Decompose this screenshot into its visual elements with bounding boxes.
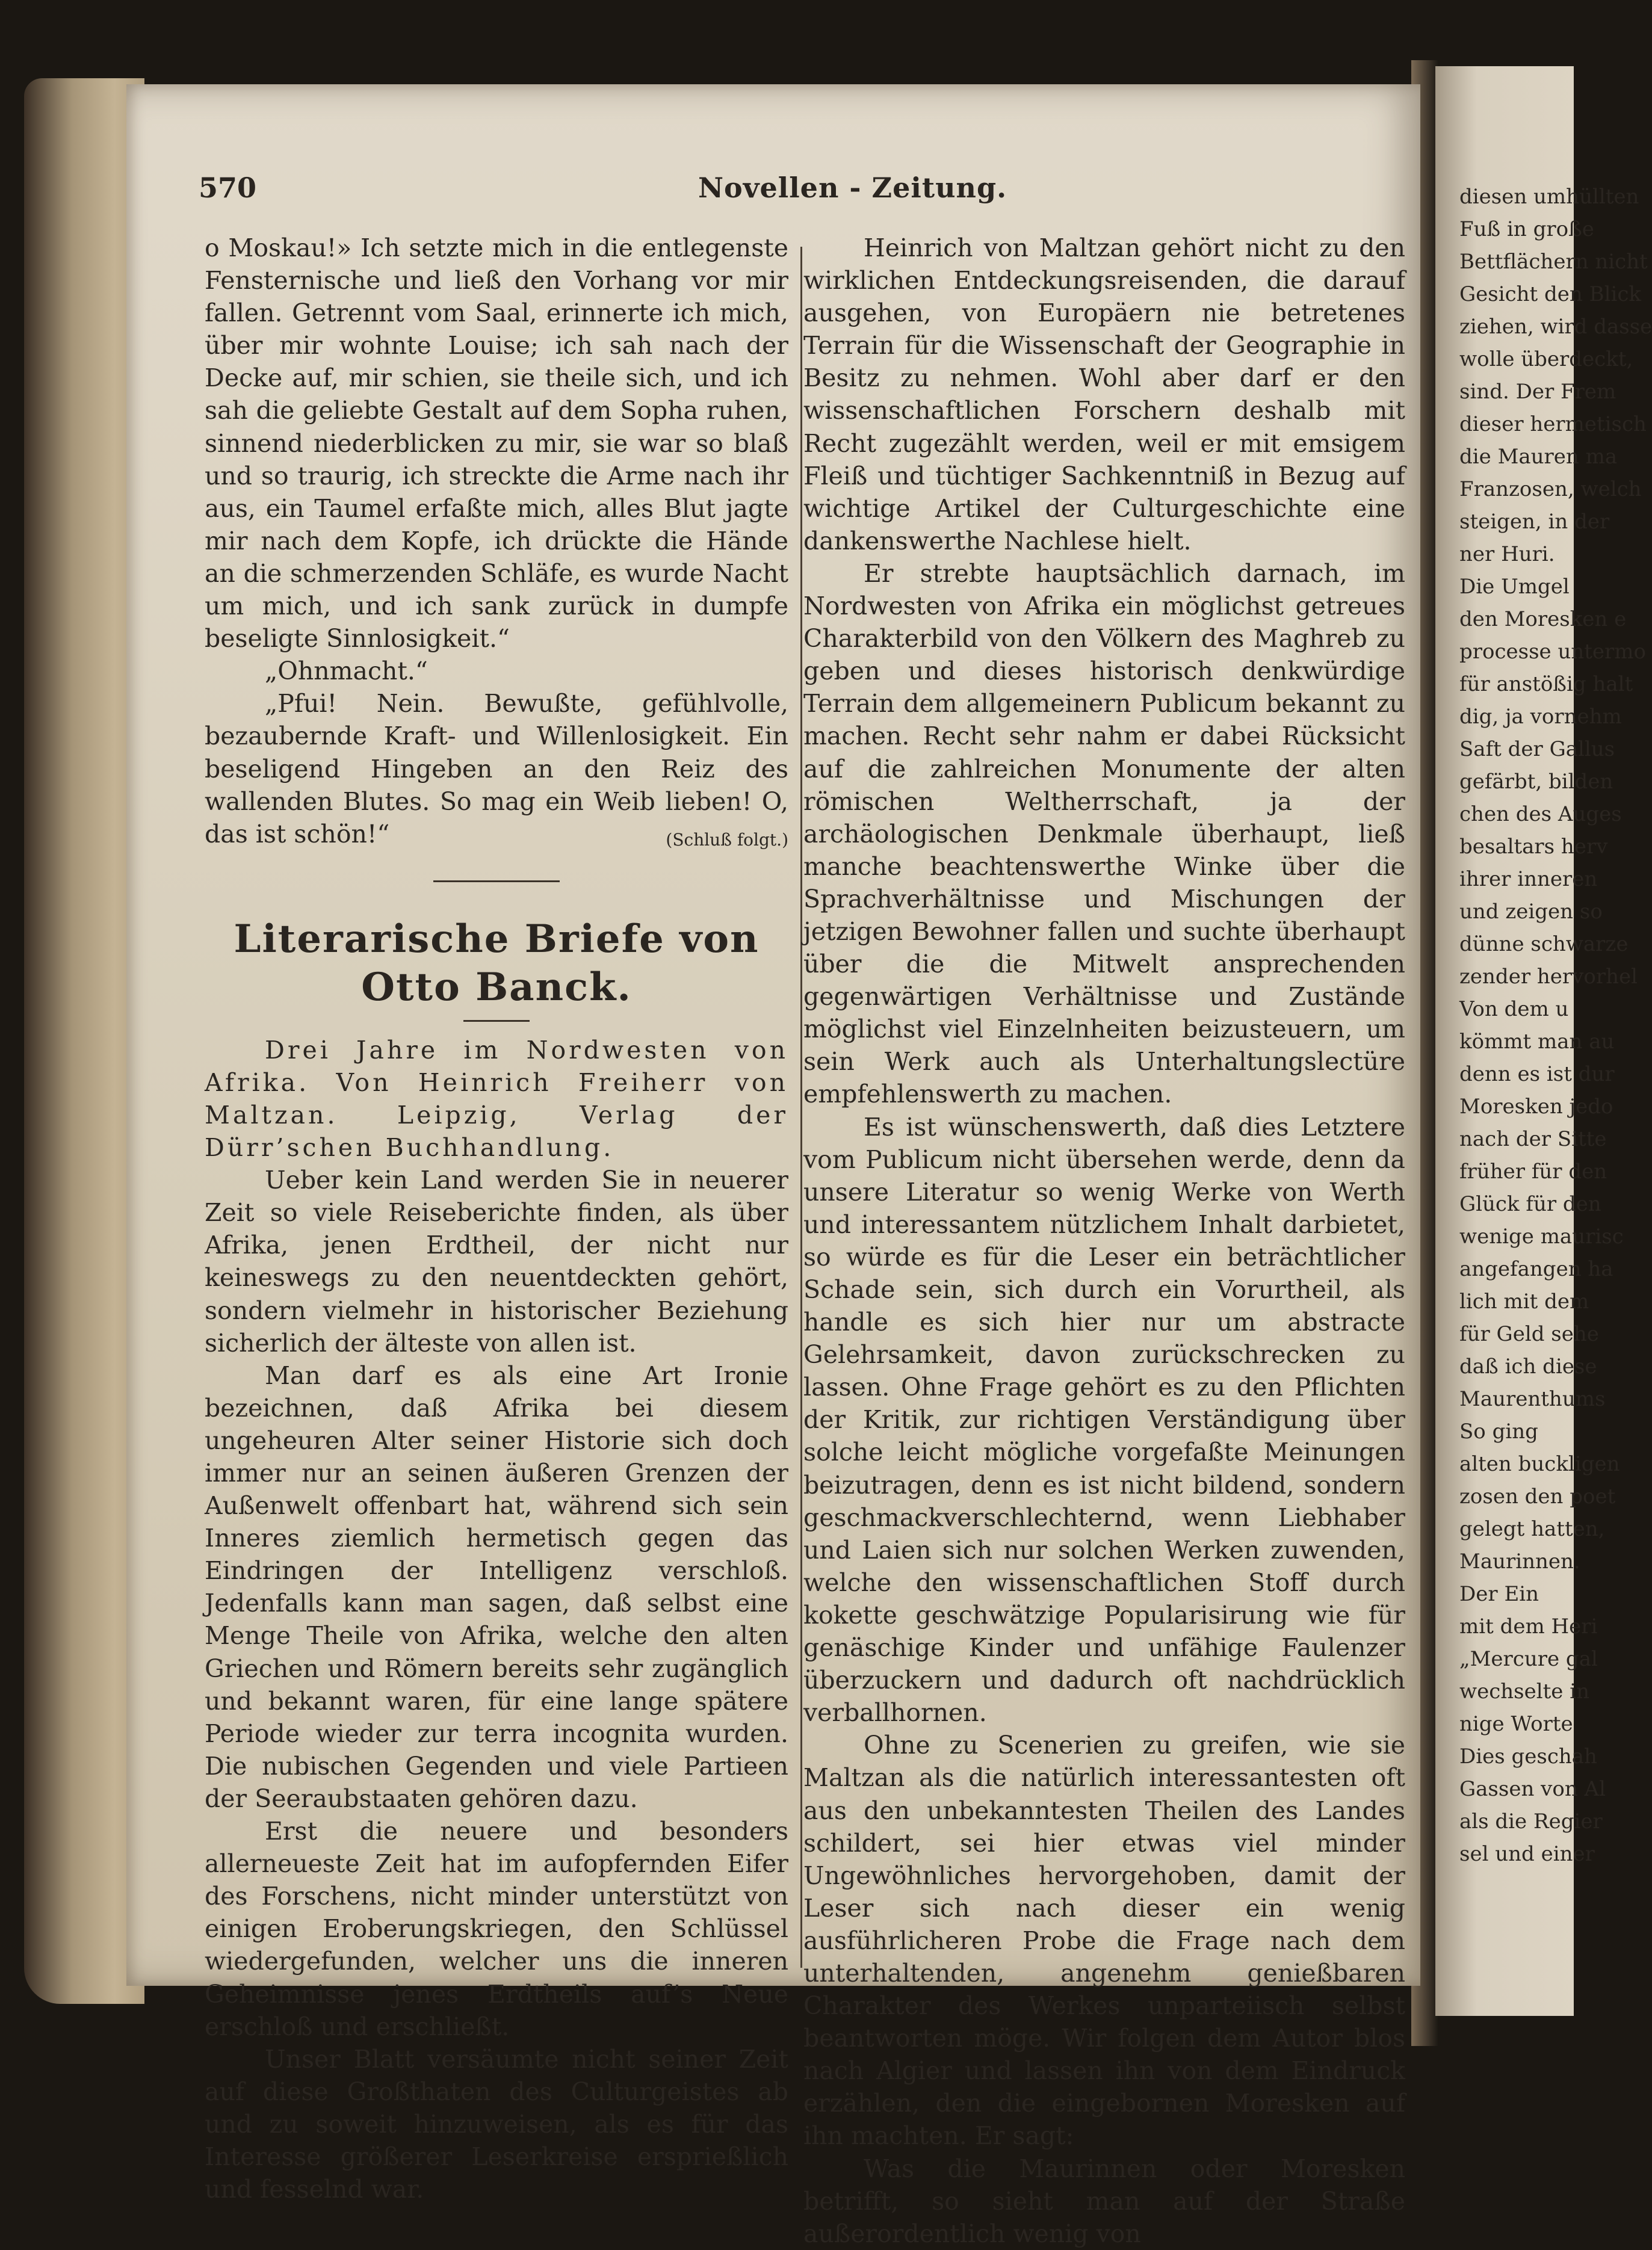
story-paragraph: o Moskau!» Ich setzte mich in die entlegenste Fensternische und ließ den Vorhang vor mir fallen. Getrennt vom Saal, erinnerte ich mich, über mir wohnte Louise; ich sah nach der Decke auf, mir schien, sie theile sich, und ich sah die geliebte Gestalt auf dem Sopha ruhen, sinnend niederblicken zu mir, sie war so blaß und so traurig, ich streckte die Arme nach ihr aus, ein Taumel erfaßte mich, alles Blut jagte mir nach dem Kopfe, ich drückte die Hände an die schmerzenden Schläfe, es wurde Nacht um mich, und ich sank zurück in dumpfe beseligte Sinnlosigkeit.“ <box>205 233 788 654</box>
facing-line: wenige maurisc <box>1459 1225 1624 1249</box>
facing-line: Saft der Gallus <box>1459 737 1615 761</box>
title-rule <box>463 1020 530 1022</box>
article-paragraph: Was die Maurinnen oder Moresken betrifft, so sieht man auf der Straße außerordentlich wenig von <box>803 2154 1405 2248</box>
facing-line: „Mercure gal <box>1459 1647 1598 1671</box>
facing-line: Die Umgel <box>1459 575 1570 599</box>
facing-line: die Mauren ma <box>1459 445 1618 469</box>
facing-line: ner Huri. <box>1459 542 1555 566</box>
facing-page <box>1435 66 1652 2016</box>
facing-line: gelegt hatten, <box>1459 1517 1605 1541</box>
facing-line: Dies geschah <box>1459 1745 1597 1769</box>
facing-line: den Moresken e <box>1459 607 1627 631</box>
facing-line: Von dem u <box>1459 997 1569 1021</box>
story-paragraph: „Ohnmacht.“ <box>265 657 428 686</box>
facing-line: zosen den poet <box>1459 1485 1616 1509</box>
left-column <box>205 232 788 2205</box>
facing-line: daß ich diese <box>1459 1355 1597 1379</box>
facing-line: dig, ja vornehm <box>1459 705 1622 729</box>
facing-line: kömmt man au <box>1459 1030 1615 1054</box>
facing-line: lich mit dem <box>1459 1290 1589 1314</box>
facing-line: alten buckligen <box>1459 1452 1620 1476</box>
article-paragraph: Ohne zu Scenerien zu greifen, wie sie Maltzan als die natürlich interessantesten oft aus den unbekanntesten Theilen des Landes schildert, sei hier etwas viel minder Ungewöhnliches hervorgehoben, damit der Leser sich nach dieser ein wenig ausführlicheren Probe die Frage nach dem unterhaltenden, angenehm genießbaren Charakter des Werkes unparteiisch selbst beantworten möge. Wir folgen dem Autor blos nach Algier und lassen ihn von dem Eindruck erzählen, den die eingebornen Moresken auf ihn machten. Er sagt: <box>803 1731 1405 2151</box>
facing-line: Fuß in große <box>1459 217 1594 241</box>
facing-line: dünne schwarze <box>1459 932 1629 956</box>
article-paragraph: Heinrich von Maltzan gehört nicht zu den wirklichen Entdeckungsreisenden, die darauf ausgehen, von Europäern nie betretenes Terrain für die Wissenschaft der Geographie in Besitz zu nehmen. Wohl aber darf er den wissenschaftlichen Forschern deshalb mit Recht zugezählt werden, weil er mit emsigem Fleiß und tüchtiger Sachkenntniß in Bezug auf wichtige Artikel der Culturgeschichte eine dankenswerthe Nachlese hielt. <box>803 233 1405 555</box>
running-head: Novellen - Zeitung. <box>698 172 1007 204</box>
article-paragraph: Unser Blatt versäumte nicht seiner Zeit auf diese Großthaten des Culturgeistes ab und zu soweit hinzuweisen, als es für das Interesse größerer Leserkreise ersprießlich und fesselnd war. <box>205 2044 788 2204</box>
facing-line: So ging <box>1459 1420 1538 1444</box>
facing-line: Maurinnen. <box>1459 1550 1580 1574</box>
facing-line: ziehen, wird dasse <box>1459 315 1652 339</box>
facing-line: gefärbt, bilden <box>1459 770 1613 794</box>
review-heading: Drei Jahre im Nordwesten von Afrika. Von Heinrich Freiherr von Maltzan. Leipzig, Verlag der Dürr’schen Buchhandlung. <box>205 1035 788 1163</box>
facing-line: Gassen von Al <box>1459 1777 1606 1801</box>
facing-line: Maurenthums <box>1459 1387 1606 1411</box>
facing-line: chen des Auges <box>1459 802 1622 826</box>
facing-line: dieser hermetisch <box>1459 412 1647 436</box>
facing-line: wolle überdeckt, <box>1459 347 1633 371</box>
facing-line: Gesicht den Blick <box>1459 282 1641 306</box>
continued-note: (Schluß folgt.) <box>666 829 788 850</box>
section-title: Literarische Briefe von Otto Banck. <box>234 916 759 1010</box>
facing-line: ihrer inneren <box>1459 867 1598 891</box>
facing-line: und zeigen so <box>1459 900 1603 924</box>
facing-page-text <box>1459 181 1652 1870</box>
page-number: 570 <box>199 172 257 204</box>
facing-line: für anstößig halt <box>1459 672 1633 696</box>
article-paragraph: Es ist wünschenswerth, daß dies Letztere vom Publicum nicht übersehen werde, denn da unsere Literatur so wenig Werke von Werth und interessantem nützlichem Inhalt darbietet, so würde es für die Leser ein beträchtlicher Schade sein, sich durch ein Vorurtheil, als handle es sich hier nur um abstracte Gelehrsamkeit, davon zurückschrecken zu lassen. Ohne Frage gehört es zu den Pflichten der Kritik, zur richtigen Verständigung über solche leicht mögliche vorgefaßte Meinungen beizutragen, denn es ist nicht bildend, sondern geschmackverschlechternd, wenn Liebhaber und Laien sich nur solchen Werken zuwenden, welche den wissenschaftlichen Stoff durch kokette geschwätzige Popularisirung wie für genäschige Kinder und unfähige Faulenzer überzuckern und dadurch oft nachdrücklich verballhornen. <box>803 1112 1405 1728</box>
facing-line: früher für den <box>1459 1160 1607 1184</box>
facing-line: wechselte in <box>1459 1680 1589 1704</box>
facing-line: nach der Sitte <box>1459 1127 1607 1151</box>
facing-line: Franzosen, welch <box>1459 477 1642 501</box>
right-column <box>803 232 1405 2250</box>
facing-line: Moresken jedo <box>1459 1095 1613 1119</box>
story-paragraph <box>205 687 788 850</box>
facing-line: Glück für den <box>1459 1192 1601 1216</box>
facing-line: processe untermo <box>1459 640 1647 664</box>
facing-line: als die Regier <box>1459 1810 1603 1834</box>
article-paragraph: Man darf es als eine Art Ironie bezeichnen, daß Afrika bei diesem ungeheuren Alter seiner Historie sich doch immer nur an seinen äußeren Grenzen der Außenwelt offenbart hat, während sich sein Inneres ziemlich hermetisch gegen das Eindringen der Intelligenz verschloß. Jedenfalls kann man sagen, daß selbst eine Menge Theile von Afrika, welche den alten Griechen und Römern bereits sehr zugänglich und bekannt waren, für eine lange spätere Periode wieder zur terra incognita wurden. Die nubischen Gegenden und viele Partieen der Seeraubstaaten gehören dazu. <box>205 1361 788 1813</box>
facing-line: steigen, in der <box>1459 510 1610 534</box>
separator-rule <box>433 880 560 882</box>
facing-line: für Geld sehe <box>1459 1322 1599 1346</box>
book-page <box>126 84 1420 2248</box>
facing-line: Bettflächern nicht <box>1459 250 1648 274</box>
facing-line: zender hervorhel <box>1459 965 1638 989</box>
story-paragraph-text: „Pfui! Nein. Bewußte, gefühlvolle, bezaubernde Kraft- und Willenlosigkeit. Ein beseligend Hingeben an den Reiz des wallenden Blutes. So mag ein Weib lieben! O, das ist schön!“ <box>205 689 788 848</box>
facing-line: diesen umhüllten <box>1459 185 1639 209</box>
column-rule <box>800 247 802 1968</box>
facing-line: Der Ein <box>1459 1582 1539 1606</box>
article-paragraph: Erst die neuere und besonders allerneueste Zeit hat im aufopfernden Eifer des Forschens, nicht minder unterstützt von einigen Eroberungskriegen, den Schlüssel wiedergefunden, welcher uns die inneren Geheimnisse jenes Erdtheils auf’s Neue erschloß und erschließt. <box>205 1817 788 2041</box>
facing-line: sind. Der Frem <box>1459 380 1616 404</box>
article-paragraph: Ueber kein Land werden Sie in neuerer Zeit so viele Reiseberichte finden, als über Afrika, jenen Erdtheil, der nicht nur keineswegs zu den neuentdeckten gehört, sondern vielmehr in historischer Beziehung sicherlich der älteste von allen ist. <box>205 1166 788 1358</box>
facing-line: besaltars herv <box>1459 835 1608 859</box>
article-paragraph: Er strebte hauptsächlich darnach, im Nordwesten von Afrika ein möglichst getreues Charakterbild von den Völkern des Maghreb zu geben und dieses historisch denkwürdige Terrain dem allgemeinern Publicum bekannt zu machen. Recht sehr nahm er dabei Rücksicht auf die zahlreichen Monumente der alten römischen Weltherrschaft, ja der archäologischen Denkmale überhaupt, ließ manche beachtenswerthe Winke über die Sprachverhältnisse und Mischungen der jetzigen Bewohner fallen und suchte überhaupt über die die Mitwelt ansprechenden gegenwärtigen Verhältnisse und Zustände möglichst viel Einzelnheiten beizusteuern, um sein Werk auch als Unterhaltungslectüre empfehlenswerth zu machen. <box>803 558 1405 1109</box>
facing-line: mit dem Heri <box>1459 1615 1598 1639</box>
facing-line: nige Worte <box>1459 1712 1573 1736</box>
facing-line: sel und einer <box>1459 1842 1595 1866</box>
facing-line: angefangen ha <box>1459 1257 1613 1281</box>
facing-line: denn es ist dur <box>1459 1062 1615 1086</box>
